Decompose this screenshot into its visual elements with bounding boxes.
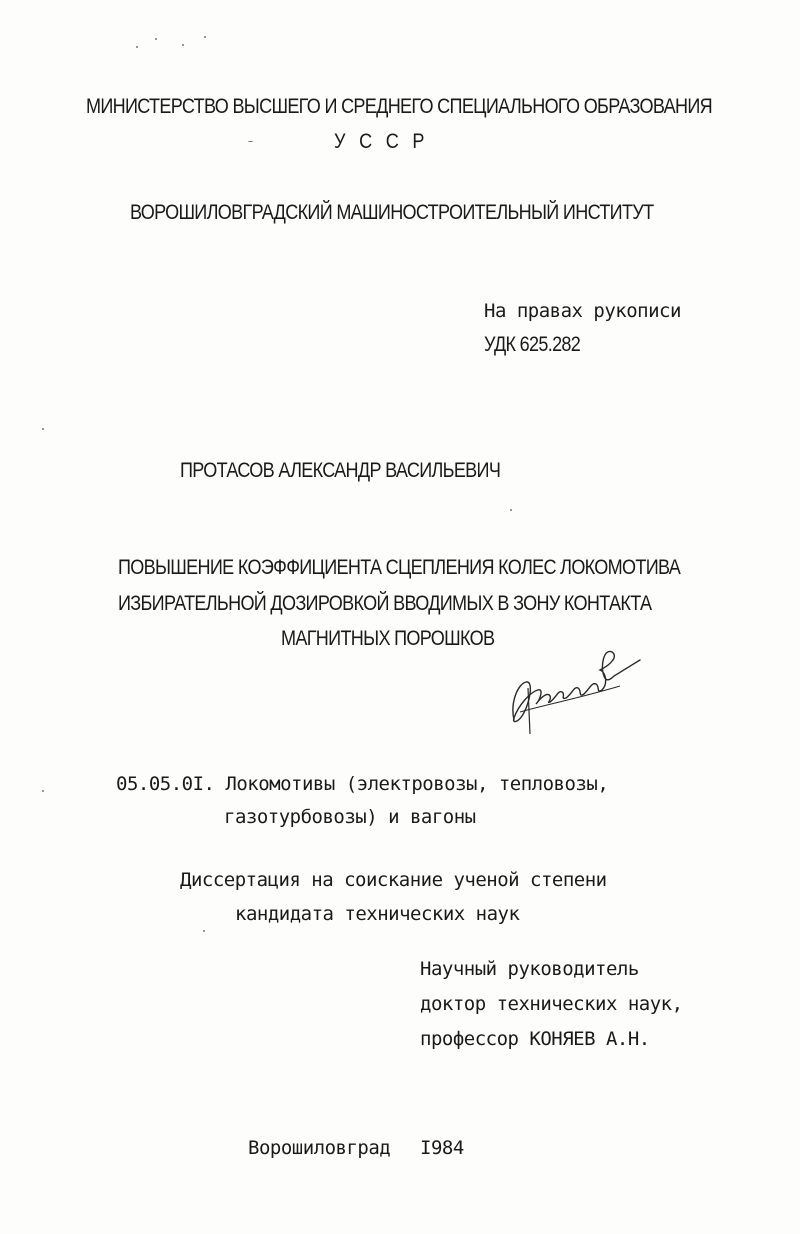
supervisor-degree: доктор технических наук, [420, 993, 683, 1015]
institute-heading: ВОРОШИЛОВГРАДСКИЙ МАШИНОСТРОИТЕЛЬНЫЙ ИНСТИТУТ [130, 201, 654, 224]
title-line-1: ПОВЫШЕНИЕ КОЭФФИЦИЕНТА СЦЕПЛЕНИЯ КОЛЕС ЛОКОМОТИВА [118, 556, 681, 579]
scan-speck [248, 141, 253, 142]
degree-line-2: кандидата технических наук [235, 903, 520, 925]
author-name: ПРОТАСОВ АЛЕКСАНДР ВАСИЛЬЕВИЧ [180, 459, 501, 482]
title-line-2: ИЗБИРАТЕЛЬНОЙ ДОЗИРОВКОЙ ВВОДИМЫХ В ЗОНУ КОНТАКТА [118, 592, 652, 615]
footer-city: Ворошиловград [248, 1137, 391, 1159]
scan-speck [204, 36, 206, 38]
specialty-line-1: 05.05.0I. Локомотивы (электровозы, тепловозы, [116, 773, 609, 795]
udk-code: УДК 625.282 [484, 333, 581, 356]
supervisor-title: Научный руководитель [420, 958, 639, 980]
scan-speck [42, 428, 44, 430]
manuscript-rights: На правах рукописи [484, 300, 681, 322]
specialty-line-2: газотурбовозы) и вагоны [224, 806, 476, 828]
scan-speck [182, 44, 184, 46]
degree-line-1: Диссертация на соискание ученой степени [180, 869, 607, 891]
ministry-heading: МИНИСТЕРСТВО ВЫСШЕГО И СРЕДНЕГО СПЕЦИАЛЬНОГО ОБРАЗОВАНИЯ [86, 95, 713, 118]
scan-speck [155, 38, 157, 40]
supervisor-name: профессор КОНЯЕВ А.Н. [420, 1028, 650, 1050]
scan-speck [510, 509, 512, 511]
footer-year: I984 [420, 1137, 464, 1159]
scan-speck [42, 790, 44, 792]
scan-speck [203, 930, 205, 932]
signature-icon [500, 642, 650, 737]
title-line-3: МАГНИТНЫХ ПОРОШКОВ [281, 627, 495, 650]
republic-heading: У С С Р [334, 130, 429, 153]
scan-speck [136, 46, 138, 48]
